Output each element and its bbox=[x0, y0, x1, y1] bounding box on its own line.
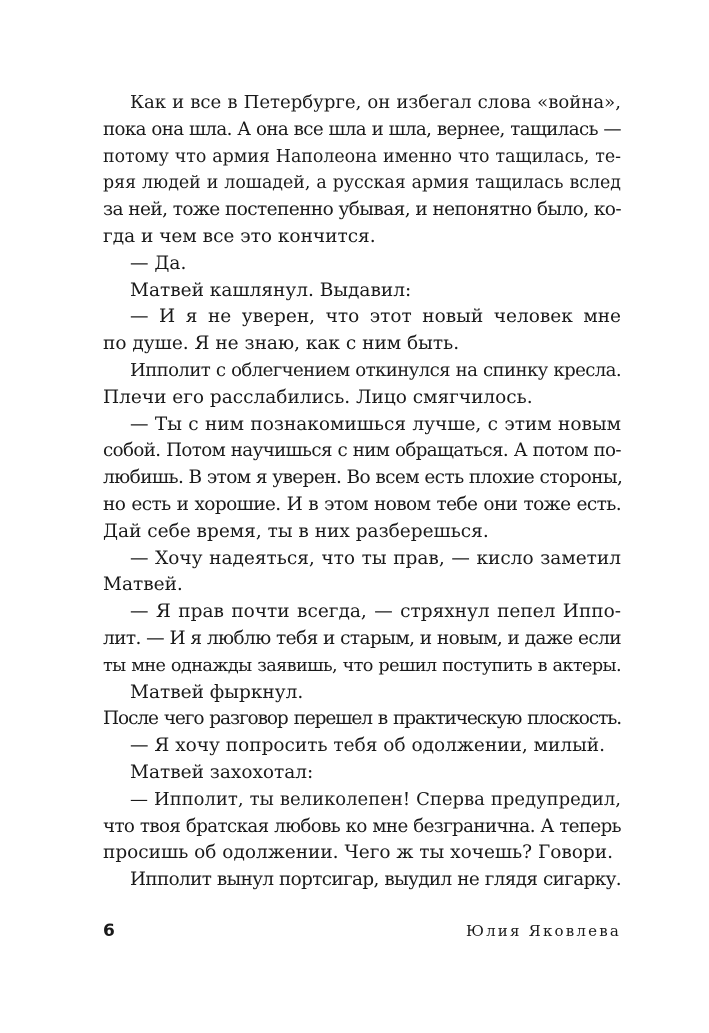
text-line: ряя людей и лошадей, а русская армия тащилась вслед bbox=[103, 173, 621, 194]
text-line: но есть и хорошие. И в этом новом тебе они тоже есть. bbox=[103, 493, 621, 515]
text-line: ты мне однажды заявишь, что решил поступить в актеры. bbox=[103, 655, 621, 676]
text-line: Матвей. bbox=[103, 574, 183, 596]
text-line: Матвей захохотал: bbox=[130, 761, 314, 783]
text-line: Плечи его расслабились. Лицо смягчилось. bbox=[103, 386, 533, 408]
text-line: любишь. В этом я уверен. Во всем есть плохие стороны, bbox=[103, 467, 623, 489]
text-line: за ней, тоже постепенно убывая, и непонятно было, ко- bbox=[103, 199, 621, 221]
text-line: — Хочу надеяться, что ты прав, — кисло заметил bbox=[130, 547, 621, 569]
text-line: — Ипполит, ты великолепен! Сперва предупредил, bbox=[130, 788, 621, 810]
page-number: 6 bbox=[103, 921, 115, 941]
text-line: Как и все в Петербурге, он избегал слова «война», bbox=[130, 92, 621, 113]
text-line: просишь об одолжении. Чего ж ты хочешь? Говори. bbox=[103, 842, 613, 864]
text-line: — Да. bbox=[130, 252, 187, 274]
text-line: Ипполит вынул портсигар, выудил не глядя сигарку. bbox=[130, 869, 621, 891]
text-line: гда и чем все это кончится. bbox=[103, 225, 376, 247]
body-text bbox=[103, 90, 621, 894]
text-line: — Я прав почти всегда, — стряхнул пепел Иппо- bbox=[130, 601, 621, 623]
text-line: Матвей фыркнул. bbox=[130, 681, 304, 703]
text-line: Матвей кашлянул. Выдавил: bbox=[130, 279, 412, 301]
text-line: по душе. Я не знаю, как с ним быть. bbox=[103, 333, 460, 355]
text-line: Дай себе время, ты в них разберешься. bbox=[103, 520, 489, 542]
text-line: пока она шла. А она все шла и шла, вернее, тащилась — bbox=[103, 118, 621, 140]
text-line: — Я хочу попросить тебя об одолжении, милый. bbox=[130, 735, 606, 757]
text-line: лит. — И я люблю тебя и старым, и новым, и даже если bbox=[103, 627, 621, 649]
text-line: После чего разговор перешел в практическую плоскость. bbox=[103, 708, 621, 730]
text-line: что твоя братская любовь ко мне безгранична. А теперь bbox=[103, 815, 621, 837]
page-footer bbox=[103, 921, 621, 945]
text-line: потому что армия Наполеона именно что тащилась, те- bbox=[103, 146, 621, 167]
text-line: собой. Потом научишься с ним обращаться. А потом по- bbox=[103, 440, 621, 462]
text-line: Ипполит с облегчением откинулся на спинку кресла. bbox=[130, 359, 621, 381]
author-running-head: Юлия Яковлева bbox=[465, 922, 621, 940]
text-line: — И я не уверен, что этот новый человек мне bbox=[130, 306, 621, 328]
text-line: — Ты с ним познакомишься лучше, с этим новым bbox=[130, 413, 621, 435]
